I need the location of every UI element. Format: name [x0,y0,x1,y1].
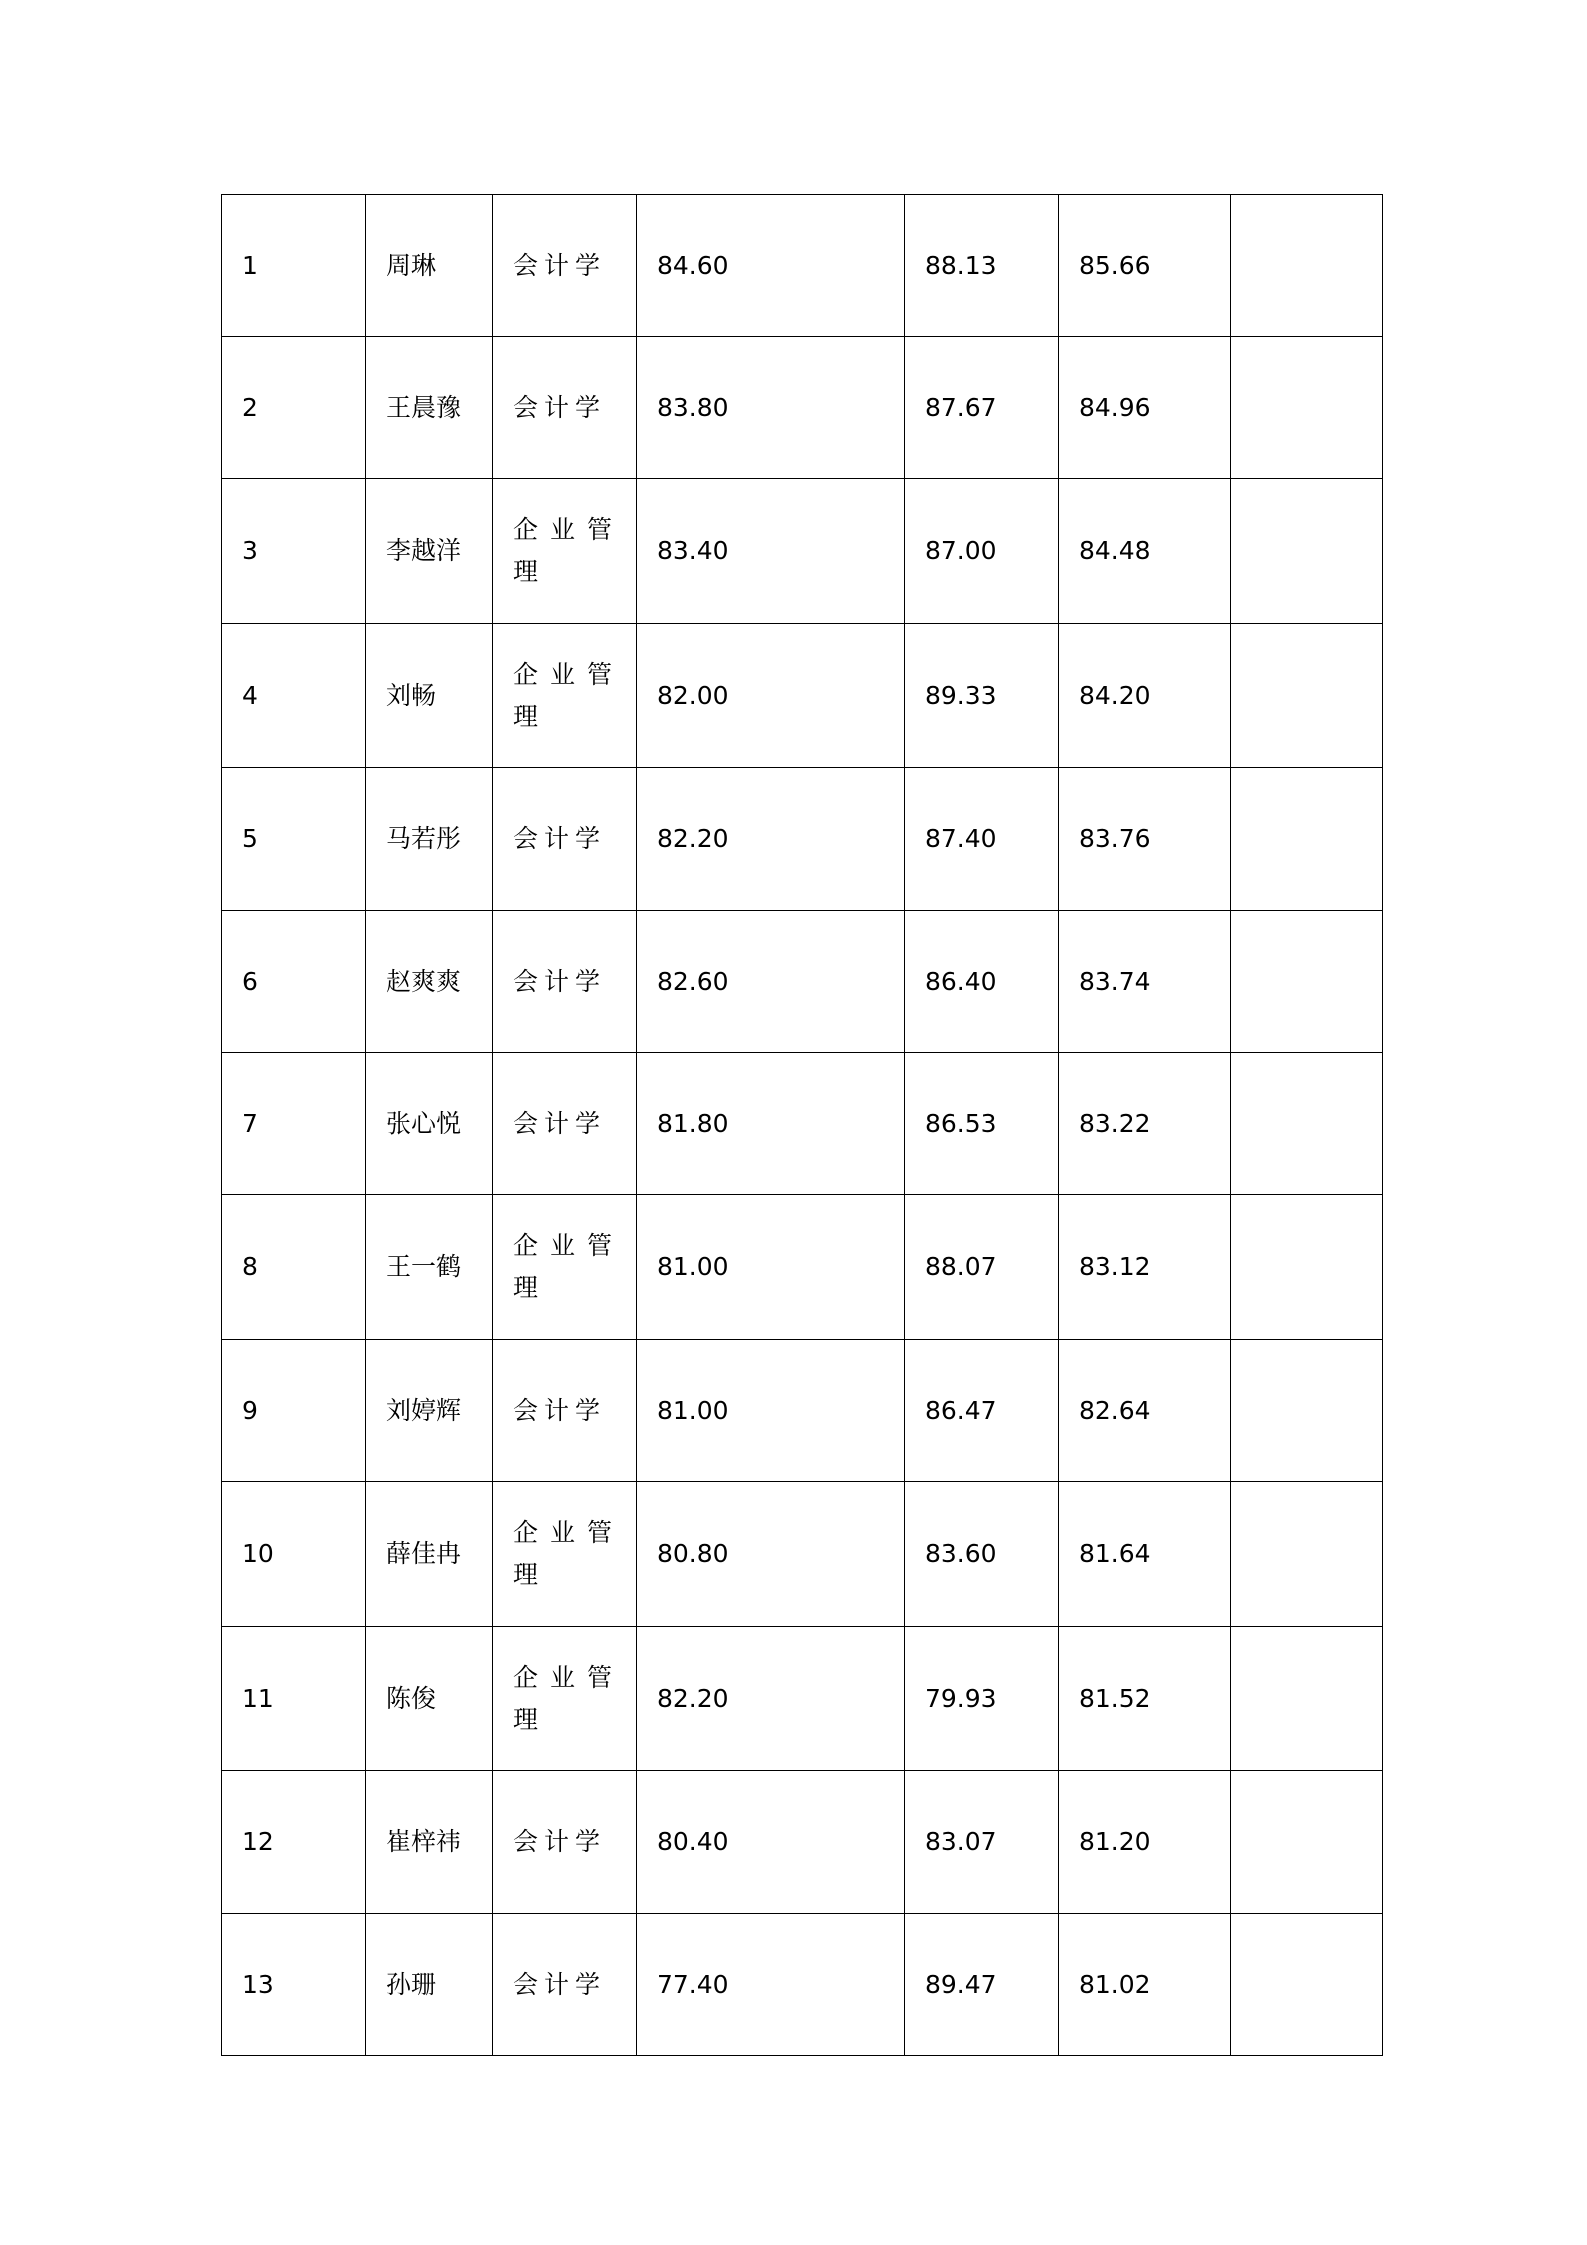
major-text: 会计学 [513,1827,607,1856]
major-text: 企业管理 [513,659,618,731]
cell-note [1231,1340,1383,1482]
cell-name: 周琳 [366,195,493,337]
cell-name: 陈俊 [366,1627,493,1771]
cell-score-2: 86.47 [905,1340,1059,1482]
table-row [222,479,1383,624]
cell-number: 6 [222,911,366,1053]
cell-score-1: 82.20 [637,768,905,911]
cell-note [1231,624,1383,768]
cell-total: 81.52 [1059,1627,1231,1771]
cell-total: 85.66 [1059,195,1231,337]
cell-score-1: 81.00 [637,1195,905,1340]
cell-note [1231,1195,1383,1340]
cell-name: 张心悦 [366,1053,493,1195]
table-row [222,1340,1383,1482]
cell-number: 10 [222,1482,366,1627]
table-body [222,195,1383,2056]
cell-number: 7 [222,1053,366,1195]
cell-score-2: 83.07 [905,1771,1059,1914]
major-text: 会计学 [513,824,607,853]
major-text: 会计学 [513,392,607,422]
cell-number: 3 [222,479,366,624]
cell-score-1: 82.60 [637,911,905,1053]
cell-major [493,1195,637,1340]
cell-score-2: 88.07 [905,1195,1059,1340]
table-row [222,911,1383,1053]
cell-note [1231,1627,1383,1771]
cell-score-1: 84.60 [637,195,905,337]
cell-score-1: 83.80 [637,337,905,479]
cell-score-2: 83.60 [905,1482,1059,1627]
cell-name: 薛佳冉 [366,1482,493,1627]
table-row [222,1627,1383,1771]
cell-number: 13 [222,1914,366,2056]
cell-note [1231,337,1383,479]
cell-name: 李越洋 [366,479,493,624]
cell-major [493,479,637,624]
cell-total: 84.96 [1059,337,1231,479]
cell-major [493,337,637,479]
table-row [222,768,1383,911]
table-row [222,337,1383,479]
cell-major [493,624,637,768]
cell-major [493,1771,637,1914]
cell-name: 赵爽爽 [366,911,493,1053]
cell-number: 8 [222,1195,366,1340]
table-row [222,1914,1383,2056]
cell-score-2: 87.67 [905,337,1059,479]
cell-major [493,1914,637,2056]
cell-name: 马若彤 [366,768,493,911]
cell-total: 83.12 [1059,1195,1231,1340]
major-text: 企业管理 [513,1662,618,1734]
cell-score-1: 77.40 [637,1914,905,2056]
cell-note [1231,195,1383,337]
cell-note [1231,1482,1383,1627]
cell-score-1: 82.00 [637,624,905,768]
cell-name: 王一鹤 [366,1195,493,1340]
table-row [222,1771,1383,1914]
cell-note [1231,1771,1383,1914]
cell-total: 81.20 [1059,1771,1231,1914]
cell-number: 1 [222,195,366,337]
cell-number: 12 [222,1771,366,1914]
major-text: 企业管理 [513,515,618,586]
cell-number: 9 [222,1340,366,1482]
cell-major [493,1627,637,1771]
cell-total: 83.22 [1059,1053,1231,1195]
major-text: 会计学 [513,1108,607,1138]
table-row [222,1482,1383,1627]
table-row [222,1195,1383,1340]
major-text: 企业管理 [513,1518,618,1589]
cell-number: 2 [222,337,366,479]
major-text: 会计学 [513,1969,607,1999]
cell-major [493,1053,637,1195]
cell-major [493,768,637,911]
cell-score-1: 82.20 [637,1627,905,1771]
cell-score-2: 86.40 [905,911,1059,1053]
cell-total: 83.74 [1059,911,1231,1053]
cell-score-1: 80.80 [637,1482,905,1627]
cell-score-2: 87.40 [905,768,1059,911]
cell-score-1: 80.40 [637,1771,905,1914]
cell-score-2: 86.53 [905,1053,1059,1195]
major-text: 会计学 [513,250,607,280]
cell-total: 81.64 [1059,1482,1231,1627]
cell-total: 81.02 [1059,1914,1231,2056]
cell-note [1231,911,1383,1053]
cell-name: 刘婷辉 [366,1340,493,1482]
cell-note [1231,1053,1383,1195]
cell-major [493,195,637,337]
cell-name: 孙珊 [366,1914,493,2056]
cell-total: 82.64 [1059,1340,1231,1482]
major-text: 会计学 [513,1395,607,1425]
cell-note [1231,479,1383,624]
cell-score-2: 89.47 [905,1914,1059,2056]
cell-score-1: 83.40 [637,479,905,624]
cell-total: 84.20 [1059,624,1231,768]
cell-score-2: 87.00 [905,479,1059,624]
cell-number: 11 [222,1627,366,1771]
cell-name: 王晨豫 [366,337,493,479]
cell-score-1: 81.80 [637,1053,905,1195]
cell-name: 刘畅 [366,624,493,768]
table-row [222,624,1383,768]
cell-score-1: 81.00 [637,1340,905,1482]
cell-number: 5 [222,768,366,911]
score-table [221,194,1383,2056]
cell-name: 崔梓祎 [366,1771,493,1914]
cell-score-2: 89.33 [905,624,1059,768]
cell-score-2: 79.93 [905,1627,1059,1771]
cell-note [1231,1914,1383,2056]
cell-total: 84.48 [1059,479,1231,624]
table-row [222,1053,1383,1195]
cell-major [493,1340,637,1482]
major-text: 会计学 [513,966,607,996]
cell-note [1231,768,1383,911]
cell-major [493,1482,637,1627]
cell-total: 83.76 [1059,768,1231,911]
cell-major [493,911,637,1053]
major-text: 企业管理 [513,1231,618,1302]
cell-number: 4 [222,624,366,768]
cell-score-2: 88.13 [905,195,1059,337]
table-row [222,195,1383,337]
